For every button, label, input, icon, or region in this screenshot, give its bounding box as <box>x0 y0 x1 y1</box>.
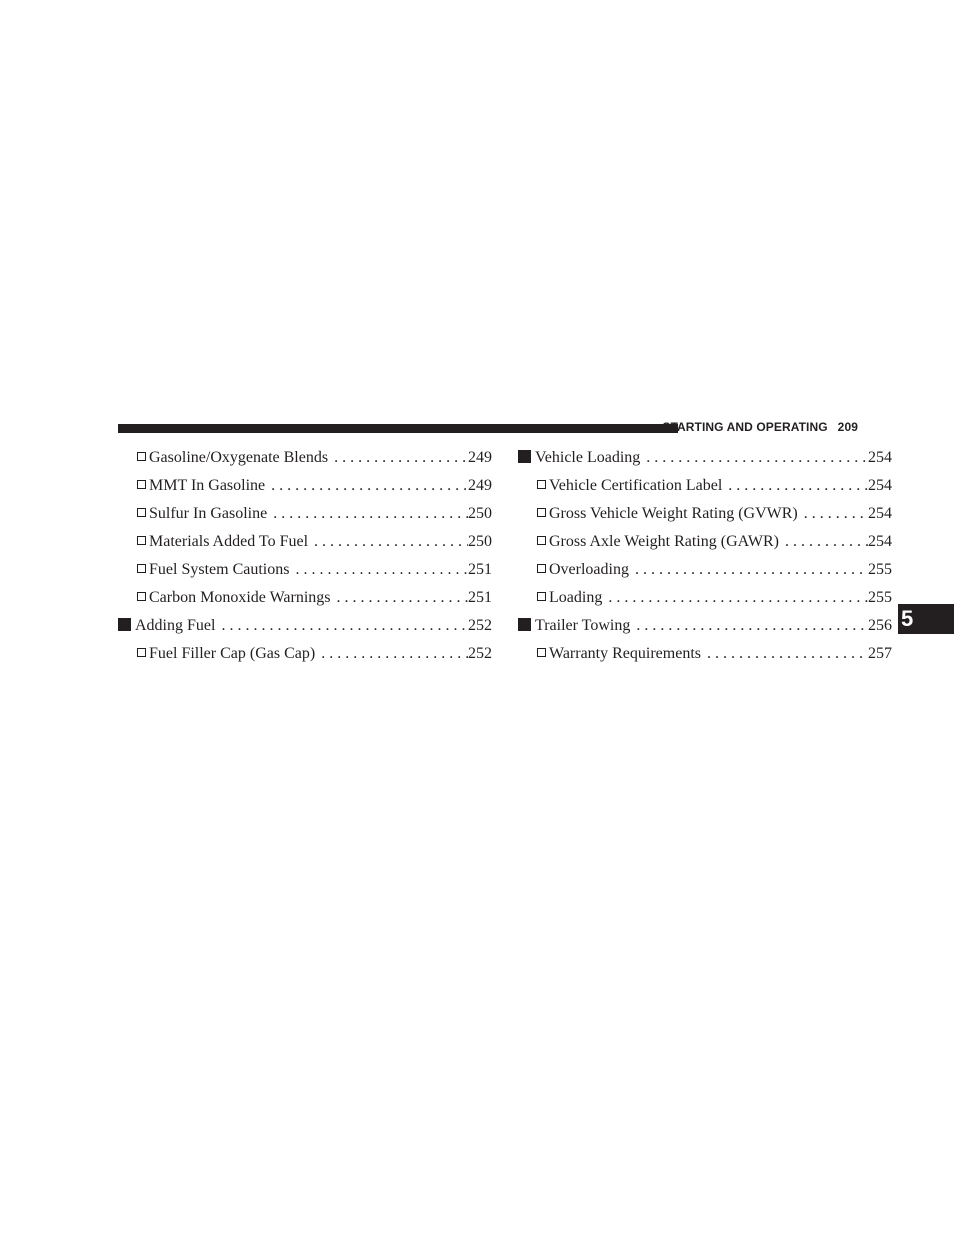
toc-entry-label: MMT In Gasoline <box>149 477 266 494</box>
toc-entry[interactable] <box>518 472 892 500</box>
toc-entry-page: 256 <box>868 612 892 640</box>
toc-entry-page: 249 <box>468 472 492 500</box>
toc-right-column <box>518 444 892 668</box>
toc-entry-page: 252 <box>468 640 492 668</box>
toc-entry-page: 254 <box>868 444 892 472</box>
toc-entry-label: Overloading <box>549 561 629 578</box>
filled-square-bullet-icon <box>518 450 531 463</box>
toc-entry-label: Adding Fuel <box>135 617 216 634</box>
toc-entry-label: Gross Vehicle Weight Rating (GVWR) <box>549 505 798 522</box>
hollow-square-bullet-icon <box>137 536 146 545</box>
toc-entry[interactable] <box>518 528 892 556</box>
toc-entry[interactable] <box>118 500 492 528</box>
toc-entry-label: Carbon Monoxide Warnings <box>149 589 331 606</box>
toc-entry-label: Sulfur In Gasoline <box>149 505 268 522</box>
dot-leader <box>640 444 868 472</box>
toc-entry-page: 257 <box>868 640 892 668</box>
toc-entry[interactable] <box>118 528 492 556</box>
toc-entry-page: 254 <box>868 472 892 500</box>
dot-leader <box>289 556 468 584</box>
toc-entry[interactable] <box>118 612 492 640</box>
dot-leader <box>308 528 468 556</box>
toc-entry[interactable] <box>518 640 892 668</box>
filled-square-bullet-icon <box>518 618 531 631</box>
toc-entry[interactable] <box>118 640 492 668</box>
toc-entry-page: 254 <box>868 528 892 556</box>
hollow-square-bullet-icon <box>537 648 546 657</box>
page-number: 209 <box>837 420 858 434</box>
toc-entry-page: 251 <box>468 584 492 612</box>
hollow-square-bullet-icon <box>537 592 546 601</box>
chapter-tab: 5 <box>898 604 954 634</box>
hollow-square-bullet-icon <box>137 564 146 573</box>
toc-entry-label: Vehicle Certification Label <box>549 477 723 494</box>
toc-entry[interactable] <box>518 444 892 472</box>
toc-entry-page: 255 <box>868 584 892 612</box>
toc-entry[interactable] <box>518 500 892 528</box>
hollow-square-bullet-icon <box>137 592 146 601</box>
toc-entry-page: 251 <box>468 556 492 584</box>
toc-entry-page: 249 <box>468 444 492 472</box>
toc-left-column <box>118 444 492 668</box>
hollow-square-bullet-icon <box>137 648 146 657</box>
dot-leader <box>602 584 868 612</box>
hollow-square-bullet-icon <box>137 452 146 461</box>
toc-entry[interactable] <box>118 472 492 500</box>
hollow-square-bullet-icon <box>537 508 546 517</box>
toc-entry[interactable] <box>518 584 892 612</box>
toc-entry[interactable] <box>118 556 492 584</box>
toc-entry-page: 254 <box>868 500 892 528</box>
dot-leader <box>722 472 868 500</box>
toc-entry[interactable] <box>518 612 892 640</box>
toc-entry-label: Gross Axle Weight Rating (GAWR) <box>549 533 779 550</box>
hollow-square-bullet-icon <box>537 480 546 489</box>
dot-leader <box>798 500 868 528</box>
running-header <box>662 420 858 434</box>
dot-leader <box>331 584 468 612</box>
toc-entry-page: 252 <box>468 612 492 640</box>
dot-leader <box>267 500 468 528</box>
dot-leader <box>315 640 468 668</box>
hollow-square-bullet-icon <box>137 480 146 489</box>
toc-entry[interactable] <box>118 584 492 612</box>
toc-entry-page: 250 <box>468 500 492 528</box>
toc-entry-page: 255 <box>868 556 892 584</box>
dot-leader <box>629 556 868 584</box>
header-rule <box>118 424 678 433</box>
hollow-square-bullet-icon <box>537 564 546 573</box>
toc-entry-label: Fuel Filler Cap (Gas Cap) <box>149 645 316 662</box>
toc-entry-label: Materials Added To Fuel <box>149 533 309 550</box>
toc-entry-label: Gasoline/Oxygenate Blends <box>149 449 329 466</box>
dot-leader <box>779 528 868 556</box>
dot-leader <box>701 640 868 668</box>
section-title: STARTING AND OPERATING <box>662 420 828 434</box>
toc-entry-label: Trailer Towing <box>535 617 631 634</box>
toc-entry[interactable] <box>118 444 492 472</box>
toc-entry-label: Fuel System Cautions <box>149 561 290 578</box>
hollow-square-bullet-icon <box>137 508 146 517</box>
toc-entry-label: Vehicle Loading <box>535 449 641 466</box>
dot-leader <box>630 612 868 640</box>
toc-entry-label: Loading <box>549 589 603 606</box>
toc-entry[interactable] <box>518 556 892 584</box>
filled-square-bullet-icon <box>118 618 131 631</box>
toc-entry-page: 250 <box>468 528 492 556</box>
dot-leader <box>215 612 468 640</box>
toc-entry-label: Warranty Requirements <box>549 645 701 662</box>
dot-leader <box>265 472 468 500</box>
dot-leader <box>328 444 468 472</box>
hollow-square-bullet-icon <box>537 536 546 545</box>
